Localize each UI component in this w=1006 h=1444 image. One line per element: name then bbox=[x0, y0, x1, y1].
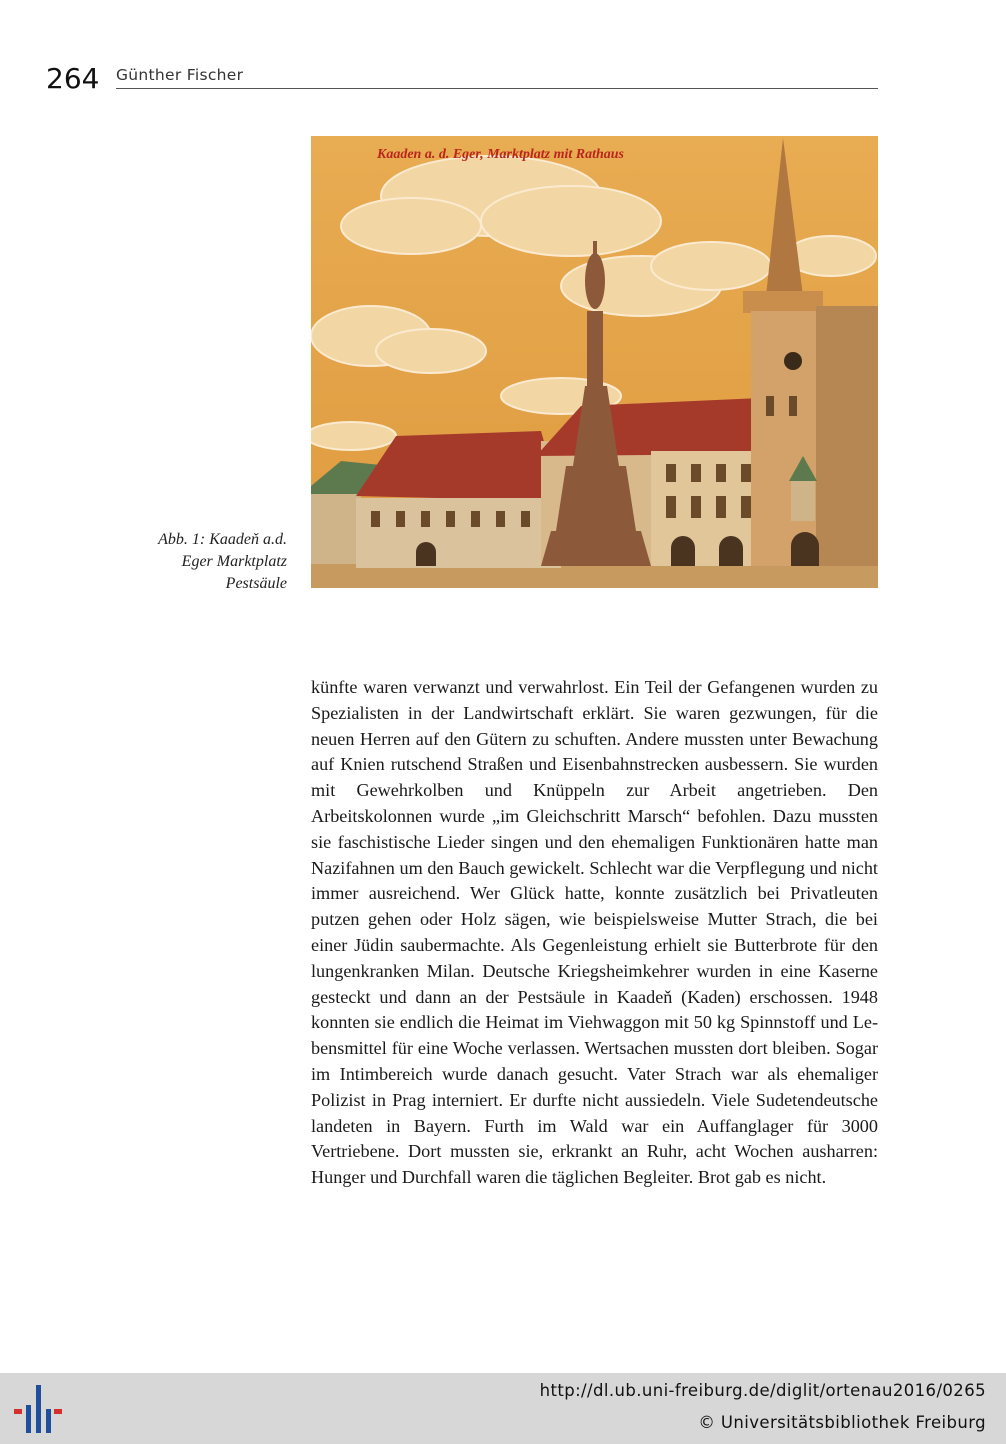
postcard-illustration bbox=[311, 136, 878, 588]
body-text bbox=[311, 675, 878, 1191]
footer-url-link[interactable]: http://dl.ub.uni-freiburg.de/diglit/ortenau2016/0265 bbox=[539, 1381, 986, 1400]
figure-caption bbox=[96, 529, 287, 595]
footer-bar bbox=[0, 1373, 1006, 1444]
page-number: 264 bbox=[46, 62, 100, 95]
postcard-title: Kaaden a. d. Eger, Marktplatz mit Rathaus bbox=[377, 147, 624, 162]
figure-postcard bbox=[311, 136, 878, 588]
body-paragraph: künfte waren verwanzt und verwahrlost. Ein Teil der Gefangenen wurden zu Spezialisten in der Landwirtschaft erklärt. Sie waren gezwungen, für die neuen Herren auf den Gütern zu schuften. Andere mussten unter Bewachung auf Knien rutschend Straßen und Eisenbahnstrecken ausbessern. Sie wurden mit Gewehrkolben und Knüppeln zur Arbeit angetrieben. Den Arbeitskolonnen wurde „im Gleichschritt Marsch“ befohlen. Dazu mussten sie faschistische Lieder singen und den ehemaligen Funktionären hatte man Nazifahnen um den Bauch gewickelt. Schlecht war die Verpflegung und nicht immer ausreichend. Wer Glück hatte, konnte zusätzlich bei Privatleuten putzen gehen oder Holz sägen, wie beispielsweise Mutter Strach, die bei einer Jüdin saubermachte. Als Gegenleistung erhielt sie Butterbrote für den lungenkranken Milan. Deutsche Kriegsheimkehrer wurden in eine Kaserne gesteckt und dann an der Pestsäule in Kaadeň (Kaden) erschossen. 1948 konnten sie endlich die Heimat im Viehwaggon mit 50 kg Spinnstoff und Lebensmittel für eine Woche verlassen. Wertsachen mussten dort bleiben. Sogar im Intimbereich wurde danach gesucht. Vater Strach war als ehemaliger Polizist in Prag interniert. Er durfte nicht aussiedeln. Viele Sudetendeutsche landeten in Bayern. Furth im Wald war ein Auffanglager für 3000 Vertriebene. Dort mussten sie, erkrankt an Ruhr, acht Wochen ausharren: Hunger und Durchfall waren die täglichen Begleiter. Brot gab es nicht. bbox=[311, 677, 878, 1188]
caption-line: Abb. 1: Kaadeň a.d. bbox=[158, 531, 287, 548]
caption-line: Eger Marktplatz bbox=[181, 553, 287, 570]
running-head: Günther Fischer bbox=[116, 66, 244, 84]
footer-copyright: © Universitätsbibliothek Freiburg bbox=[698, 1413, 986, 1432]
header-rule bbox=[116, 88, 878, 89]
caption-line: Pestsäule bbox=[225, 575, 287, 592]
ub-freiburg-logo-icon[interactable] bbox=[12, 1383, 64, 1435]
